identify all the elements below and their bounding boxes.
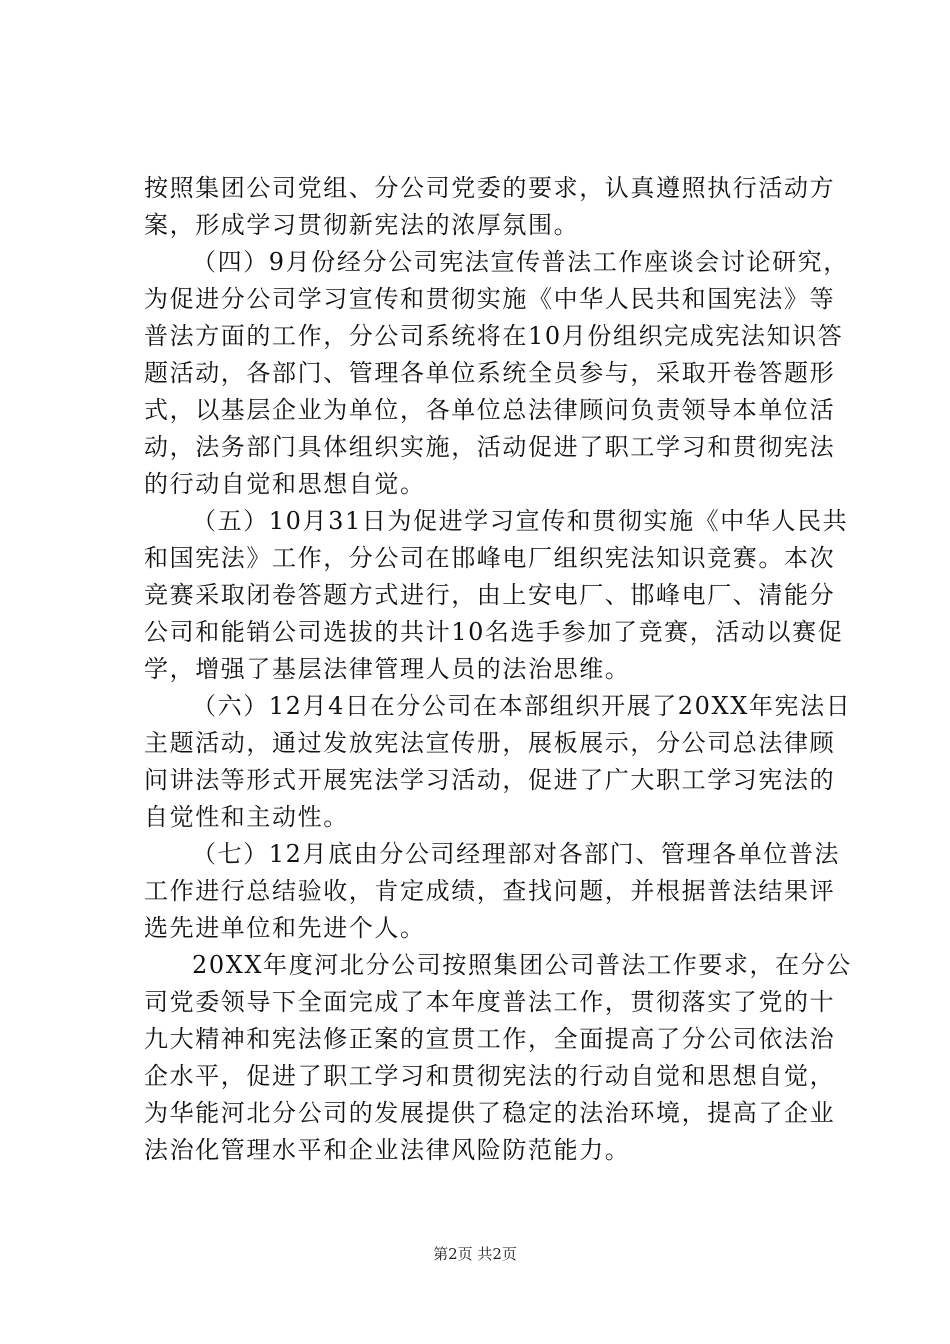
text-line: 为华能河北分公司的发展提供了稳定的法治环境，提高了企业	[144, 1099, 836, 1127]
page-footer: 第2页 共2页	[433, 1245, 517, 1263]
text-line: 竞赛采取闭卷答题方式进行，由上安电厂、邯峰电厂、清能分	[144, 581, 836, 609]
text-line: 工作进行总结验收，肯定成绩，查找问题，并根据普法结果评	[144, 877, 836, 905]
text-line: 式，以基层企业为单位，各单位总法律顾问负责领导本单位活	[144, 396, 836, 424]
text-line: 企水平，促进了职工学习和贯彻宪法的行动自觉和思想自觉，	[144, 1062, 836, 1090]
text-line: 自觉性和主动性。	[144, 803, 349, 831]
text-line: （四）9月份经分公司宪法宣传普法工作座谈会讨论研究，	[192, 248, 849, 276]
text-line: 学，增强了基层法律管理人员的法治思维。	[144, 655, 631, 683]
text-line: 公司和能销公司选拔的共计10名选手参加了竞赛，活动以赛促	[144, 618, 844, 646]
text-line: 问讲法等形式开展宪法学习活动，促进了广大职工学习宪法的	[144, 766, 836, 794]
text-line: 主题活动，通过发放宪法宣传册，展板展示，分公司总法律顾	[144, 729, 836, 757]
text-line: 的行动自觉和思想自觉。	[144, 470, 426, 498]
text-line: （六）12月4日在分公司在本部组织开展了20XX年宪法日	[192, 692, 852, 720]
text-line: 九大精神和宪法修正案的宣贯工作，全面提高了分公司依法治	[144, 1025, 836, 1053]
text-line: 题活动，各部门、管理各单位系统全员参与，采取开卷答题形	[144, 359, 836, 387]
text-line: 案，形成学习贯彻新宪法的浓厚氛围。	[144, 211, 580, 239]
text-line: 选先进单位和先进个人。	[144, 914, 426, 942]
text-line: 司党委领导下全面完成了本年度普法工作，贯彻落实了党的十	[144, 988, 836, 1016]
text-line: 法治化管理水平和企业法律风险防范能力。	[144, 1136, 631, 1164]
text-line: （七）12月底由分公司经理部对各部门、管理各单位普法	[192, 840, 841, 868]
text-line: 和国宪法》工作，分公司在邯峰电厂组织宪法知识竞赛。本次	[144, 544, 836, 572]
document-body	[144, 170, 852, 1169]
text-line: （五）10月31日为促进学习宣传和贯彻实施《中华人民共	[192, 507, 849, 535]
text-line: 普法方面的工作，分公司系统将在10月份组织完成宪法知识答	[144, 322, 844, 350]
text-line: 动，法务部门具体组织实施，活动促进了职工学习和贯彻宪法	[144, 433, 836, 461]
text-line: 为促进分公司学习宣传和贯彻实施《中华人民共和国宪法》等	[144, 285, 836, 313]
text-line: 20XX年度河北分公司按照集团公司普法工作要求，在分公	[192, 951, 852, 979]
text-line: 按照集团公司党组、分公司党委的要求，认真遵照执行活动方	[144, 174, 836, 202]
